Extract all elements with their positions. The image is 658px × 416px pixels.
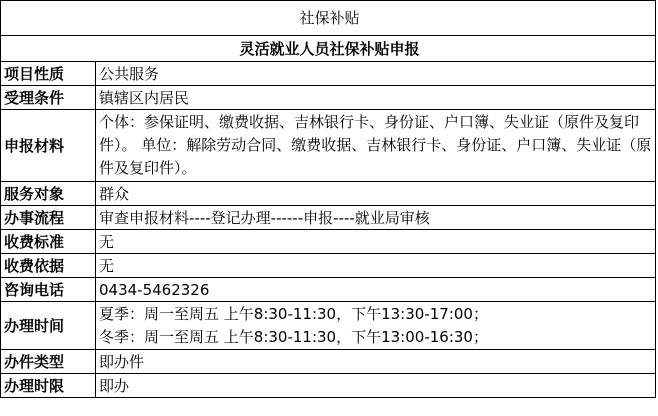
row-value-service-target: 群众 bbox=[96, 182, 656, 206]
table-row bbox=[1, 110, 656, 182]
row-label-fee-basis: 收费依据 bbox=[1, 254, 96, 278]
row-value-fee-standard: 无 bbox=[96, 230, 656, 254]
row-value-application-materials: 个体：参保证明、缴费收据、吉林银行卡、身份证、户口簿、失业证（原件及复印件）。 单位：解除劳动合同、缴费收据、吉林银行卡、身份证、户口簿、失业证（原件及复印件）。 bbox=[96, 110, 656, 182]
table-row bbox=[1, 62, 656, 86]
table-row bbox=[1, 86, 656, 110]
table-row bbox=[1, 374, 656, 398]
row-label-application-materials: 申报材料 bbox=[1, 110, 96, 182]
table-row bbox=[1, 182, 656, 206]
table-row bbox=[1, 206, 656, 230]
row-label-procedure: 办事流程 bbox=[1, 206, 96, 230]
row-label-office-hours: 办理时间 bbox=[1, 302, 96, 350]
row-value-case-type: 即办件 bbox=[96, 350, 656, 374]
row-label-time-limit: 办理时限 bbox=[1, 374, 96, 398]
row-value-office-hours bbox=[96, 302, 656, 350]
row-label-consult-phone: 咨询电话 bbox=[1, 278, 96, 302]
office-hours-winter: 冬季：周一至周五 上午8:30-11:30，下午13:00-16:30； bbox=[99, 327, 488, 346]
row-label-fee-standard: 收费标准 bbox=[1, 230, 96, 254]
table-row bbox=[1, 350, 656, 374]
subtitle-row bbox=[1, 36, 656, 62]
table-row bbox=[1, 278, 656, 302]
row-label-case-type: 办件类型 bbox=[1, 350, 96, 374]
row-label-project-nature: 项目性质 bbox=[1, 62, 96, 86]
row-value-time-limit: 即办 bbox=[96, 374, 656, 398]
title-row bbox=[1, 1, 656, 36]
table-row bbox=[1, 302, 656, 350]
row-label-service-target: 服务对象 bbox=[1, 182, 96, 206]
page-subtitle: 灵活就业人员社保补贴申报 bbox=[1, 36, 656, 62]
table-row bbox=[1, 254, 656, 278]
table-row bbox=[1, 230, 656, 254]
row-label-acceptance-conditions: 受理条件 bbox=[1, 86, 96, 110]
row-value-fee-basis: 无 bbox=[96, 254, 656, 278]
row-value-procedure: 审查申报材料----登记办理------申报----就业局审核 bbox=[96, 206, 656, 230]
row-value-consult-phone: 0434-5462326 bbox=[96, 278, 656, 302]
row-value-acceptance-conditions: 镇辖区内居民 bbox=[96, 86, 656, 110]
page-title: 社保补贴 bbox=[1, 1, 656, 36]
row-value-project-nature: 公共服务 bbox=[96, 62, 656, 86]
office-hours-summer: 夏季：周一至周五 上午8:30-11:30，下午13:30-17:00； bbox=[99, 304, 488, 323]
